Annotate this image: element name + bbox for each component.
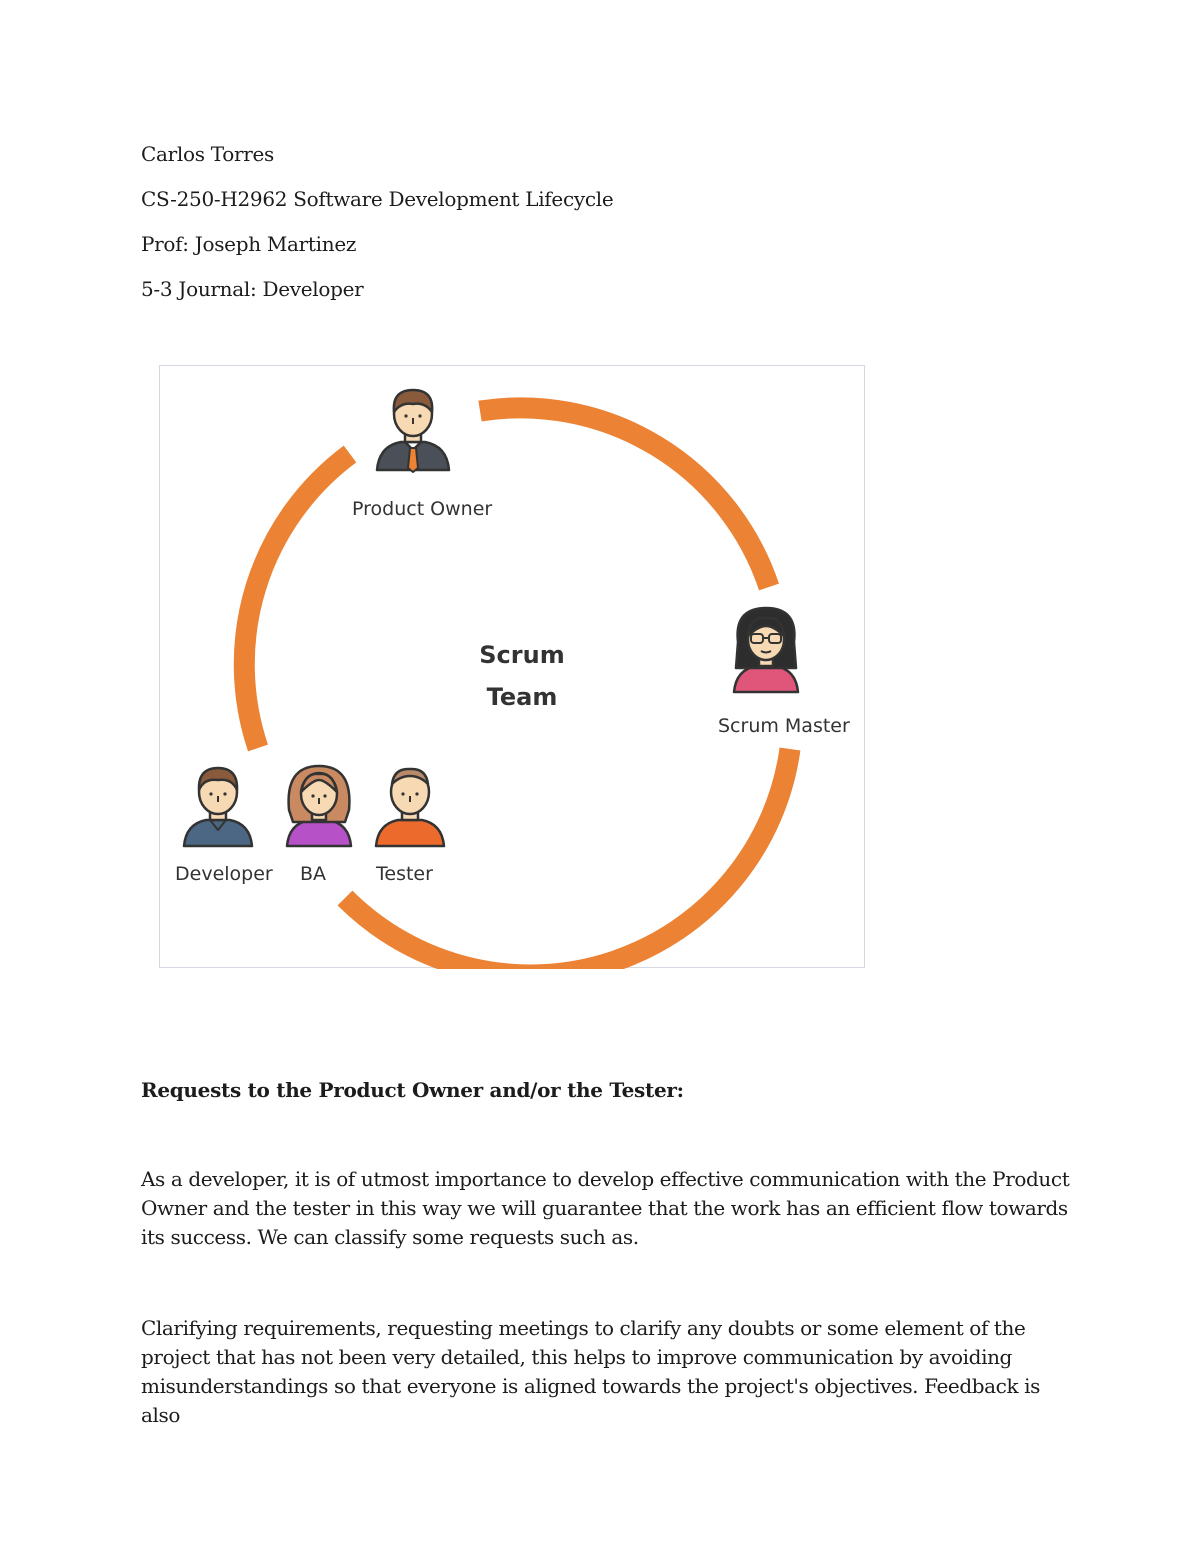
ring-arc-top-right <box>480 408 769 587</box>
scrum-team-title-line1: Scrum <box>479 641 565 669</box>
scrum-team-diagram <box>159 365 865 968</box>
scrum-team-title <box>440 634 604 718</box>
tester-label: Tester <box>376 863 433 885</box>
product-owner-avatar-icon <box>377 390 449 472</box>
paragraph-communication: As a developer, it is of utmost importance to develop effective communication with the Product Owner and the tester in this way we will guarantee that the work has an efficient flow towards its success. We can classify some requests such as. <box>141 1167 1070 1249</box>
ba-avatar-icon <box>287 766 351 846</box>
scrum-team-title-line2: Team <box>486 683 558 711</box>
tester-avatar-icon <box>376 769 444 846</box>
scrum-master-label: Scrum Master <box>718 715 850 737</box>
ring-arc-left <box>244 454 350 748</box>
product-owner-label: Product Owner <box>352 498 493 520</box>
professor-name: Prof: Joseph Martinez <box>141 232 357 256</box>
ba-label: BA <box>300 863 327 885</box>
course-title: CS-250-H2962 Software Development Lifecycle <box>141 187 614 211</box>
developer-avatar-icon <box>184 768 252 846</box>
section-heading: Requests to the Product Owner and/or the Tester: <box>141 1078 684 1102</box>
author-name: Carlos Torres <box>141 142 274 166</box>
scrum-master-avatar-icon <box>734 608 798 692</box>
paragraph-clarifying: Clarifying requirements, requesting meetings to clarify any doubts or some element of the project that has not been very detailed, this helps to improve communication by avoiding misunderstandings so that everyone is aligned towards the project's objectives. Feedback is also <box>141 1316 1041 1427</box>
assignment-title: 5-3 Journal: Developer <box>141 277 364 301</box>
developer-label: Developer <box>175 863 273 885</box>
